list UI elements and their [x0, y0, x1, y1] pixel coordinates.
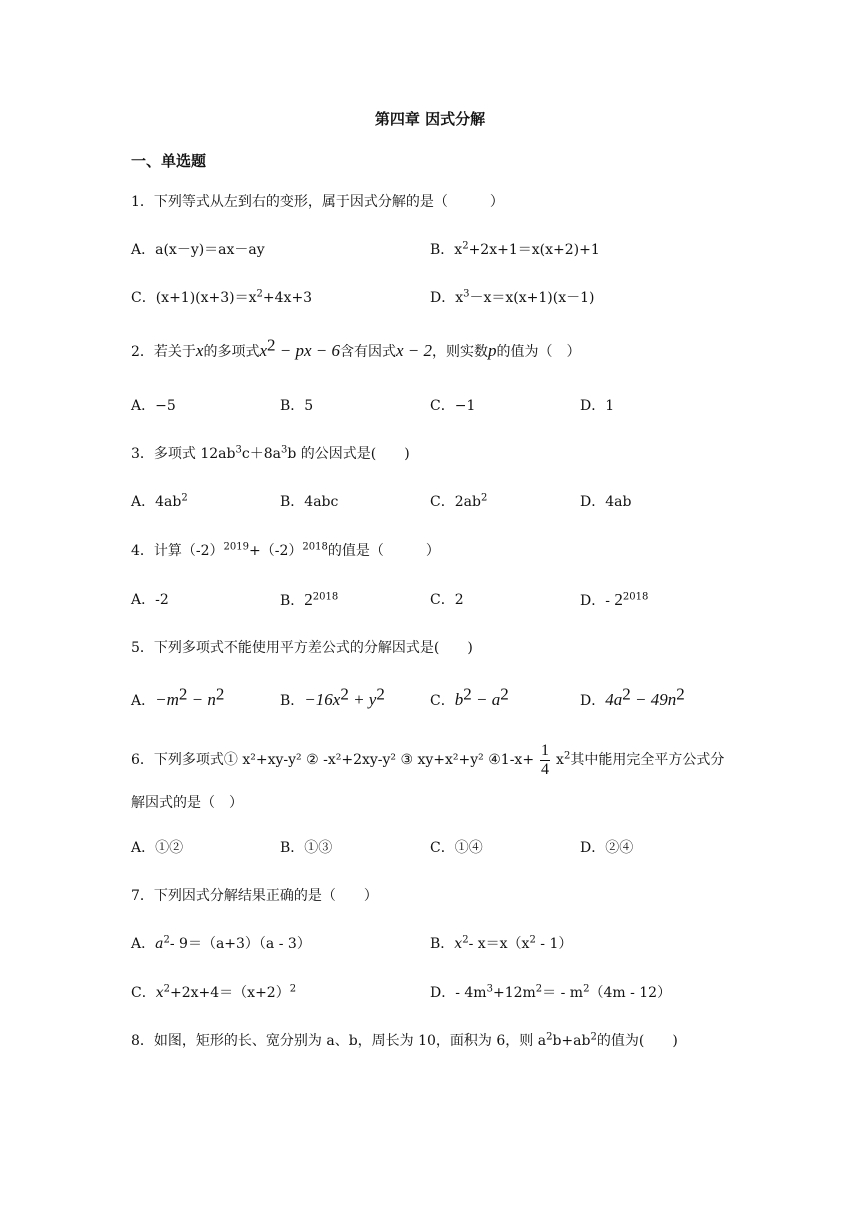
q2-option-d: D．1	[580, 398, 615, 414]
question-8-stem: 8．如图，矩形的长、宽分别为 a、b，周长为 10，面积为 6，则 $a^2b+ab^2$的值为( )	[131, 1031, 678, 1049]
question-3-stem: 3．多项式 $12ab^3c+8a^3b$ 的公因式是( )	[131, 444, 410, 462]
q1-option-c: C．$(x+1)(x+3)=x^2+4x+3$	[131, 288, 313, 306]
q6-option-b: B．①③	[280, 840, 333, 856]
q7-option-d: D．- $4m^3+12m^2= - m^2(4m - 12)$	[430, 983, 672, 1001]
q4-option-d: D．- $2^{2018}$	[580, 590, 649, 609]
q3-option-b: B．4abc	[280, 494, 339, 510]
q2-option-b: B．5	[280, 398, 314, 414]
q1-option-a: A．a(x－y)＝ax－ay	[131, 242, 265, 258]
q7-option-a: A．$a^2-$ 9＝（a+3）（a - 3）	[131, 934, 311, 952]
q4-option-a: A．-2	[131, 592, 169, 608]
q1-option-d: D．$x^3-x=x(x+1)(x-1)$	[430, 288, 595, 306]
q5-option-b: B．$-16x^2 + y^2$	[280, 684, 385, 709]
question-4-stem: 4．计算$(-2)^{2019}+(-2)^{2018}$的值是（ ）	[131, 541, 440, 559]
question-5-stem: 5．下列多项式不能使用平方差公式的分解因式是( )	[131, 640, 473, 656]
q3-option-d: D．4ab	[580, 494, 632, 510]
section-heading: 一、单选题	[131, 152, 207, 170]
question-2-stem: 2．若关于x的多项式$x^2$ − px − 6含有因式x − 2，则实数p的值为（ ）	[131, 335, 581, 360]
q3-option-a: A．$4ab^2$	[131, 492, 188, 510]
q2-option-a: A．−5	[131, 398, 176, 414]
q7-option-b: B．$x^2-$ $x=x(x^2 - 1)$	[430, 934, 573, 952]
question-1-stem: 1．下列等式从左到右的变形，属于因式分解的是（ ）	[131, 194, 504, 210]
question-6-stem: 6．下列多项式① x²+xy-y² ② -x²+2xy-y² ③ xy+x²+y² ④1-x+ $\frac{1}{4}$ $x^2$其中能用完全平方公式分	[131, 741, 725, 778]
chapter-title: 第四章 因式分解	[374, 110, 486, 128]
one-quarter-fraction: $\frac{1}{4}$	[541, 741, 550, 778]
q6-option-a: A．①②	[131, 840, 184, 856]
q5-option-a: A．$-m^2 - n^2$	[131, 684, 225, 709]
question-7-stem: 7．下列因式分解结果正确的是（ ）	[131, 888, 378, 904]
q3-option-c: C．$2ab^2$	[430, 492, 488, 510]
q4-option-b: B．$2^{2018}$	[280, 590, 339, 609]
q5-option-c: C．$b^2 - a^2$	[430, 684, 509, 709]
q1-option-b: B．$x^2+2x+1=x(x+2)+1$	[430, 240, 600, 258]
q6-option-d: D．②④	[580, 840, 634, 856]
q4-option-c: C．2	[430, 592, 464, 608]
question-6-stem-line-2: 解因式的是（ ）	[131, 795, 243, 811]
q7-option-c: C．$x^2+2x+4=(x+2)^2$	[131, 983, 297, 1001]
q5-option-d: D．$4a^2 - 49n^2$	[580, 684, 685, 709]
q2-option-c: C．−1	[430, 398, 476, 414]
q6-option-c: C．①④	[430, 840, 483, 856]
